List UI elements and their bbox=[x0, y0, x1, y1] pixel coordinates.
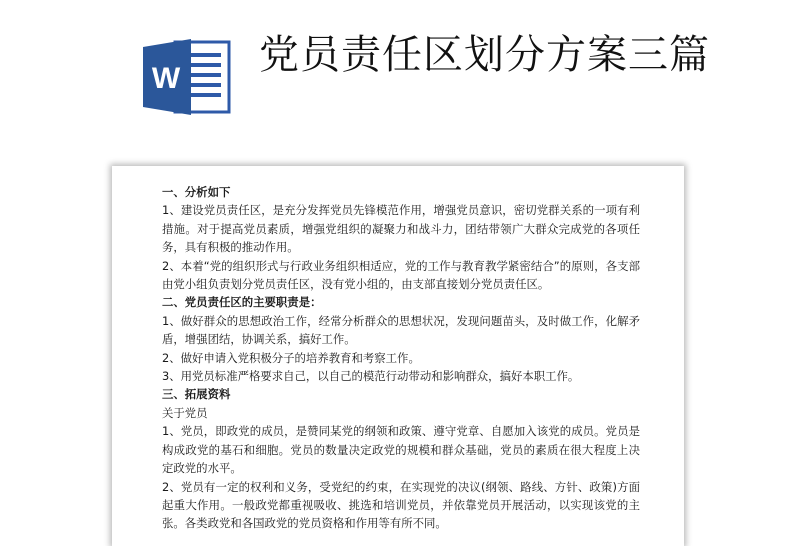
section-heading: 二、党员责任区的主要职责是： bbox=[162, 295, 322, 310]
body-paragraph: 3、用党员标准严格要求自己，以自己的模范行动带动和影响群众，搞好本职工作。 bbox=[162, 369, 580, 384]
body-paragraph: 1、建设党员责任区，是充分发挥党员先锋模范作用，增强党员意识，密切党群关系的一项有利措施。对于提高党员素质，增强党组织的凝聚力和战斗力，团结带领广大群众完成党的各项任务，具有积极的推动作用。 bbox=[162, 203, 640, 255]
section-heading: 一、分析如下 bbox=[162, 185, 231, 199]
body-paragraph: 2、本着“党的组织形式与行政业务组织相适应，党的工作与教育教学紧密结合”的原则，各支部由党小组负责划分党员责任区，没有党小组的，由支部直接划分党员责任区。 bbox=[162, 258, 640, 292]
word-icon-letter: W bbox=[151, 62, 181, 95]
body-paragraph: 2、党员有一定的权利和义务，受党纪的约束，在实现党的决议(纲领、路线、方针、政策)方面起重大作用。一般政党都重视吸收、挑选和培训党员，并依靠党员开展活动，以实现该党的主张。各类政党和各国政党的党员资格和作用等有所不同。 bbox=[162, 479, 640, 531]
body-paragraph: 1、做好群众的思想政治工作，经常分析群众的思想状况，发现问题苗头，及时做工作，化解矛盾，增强团结，协调关系，搞好工作。 bbox=[162, 313, 640, 347]
body-paragraph: 关于党员 bbox=[162, 405, 208, 420]
word-document-icon bbox=[141, 37, 233, 117]
body-paragraph: 2、做好申请入党积极分子的培养教育和考察工作。 bbox=[162, 350, 420, 365]
body-paragraph: 1、党员，即政党的成员，是赞同某党的纲领和政策、遵守党章、自愿加入该党的成员。党员是构成政党的基石和细胞。党员的数量决定政党的规模和群众基础，党员的素质在很大程度上决定政党的水平。 bbox=[162, 424, 640, 476]
page-header bbox=[0, 0, 800, 150]
section-heading: 三、拓展资料 bbox=[162, 387, 231, 402]
page-title: 党员责任区划分方案三篇 bbox=[259, 32, 710, 78]
document-content bbox=[162, 183, 640, 533]
document-page bbox=[112, 166, 684, 546]
